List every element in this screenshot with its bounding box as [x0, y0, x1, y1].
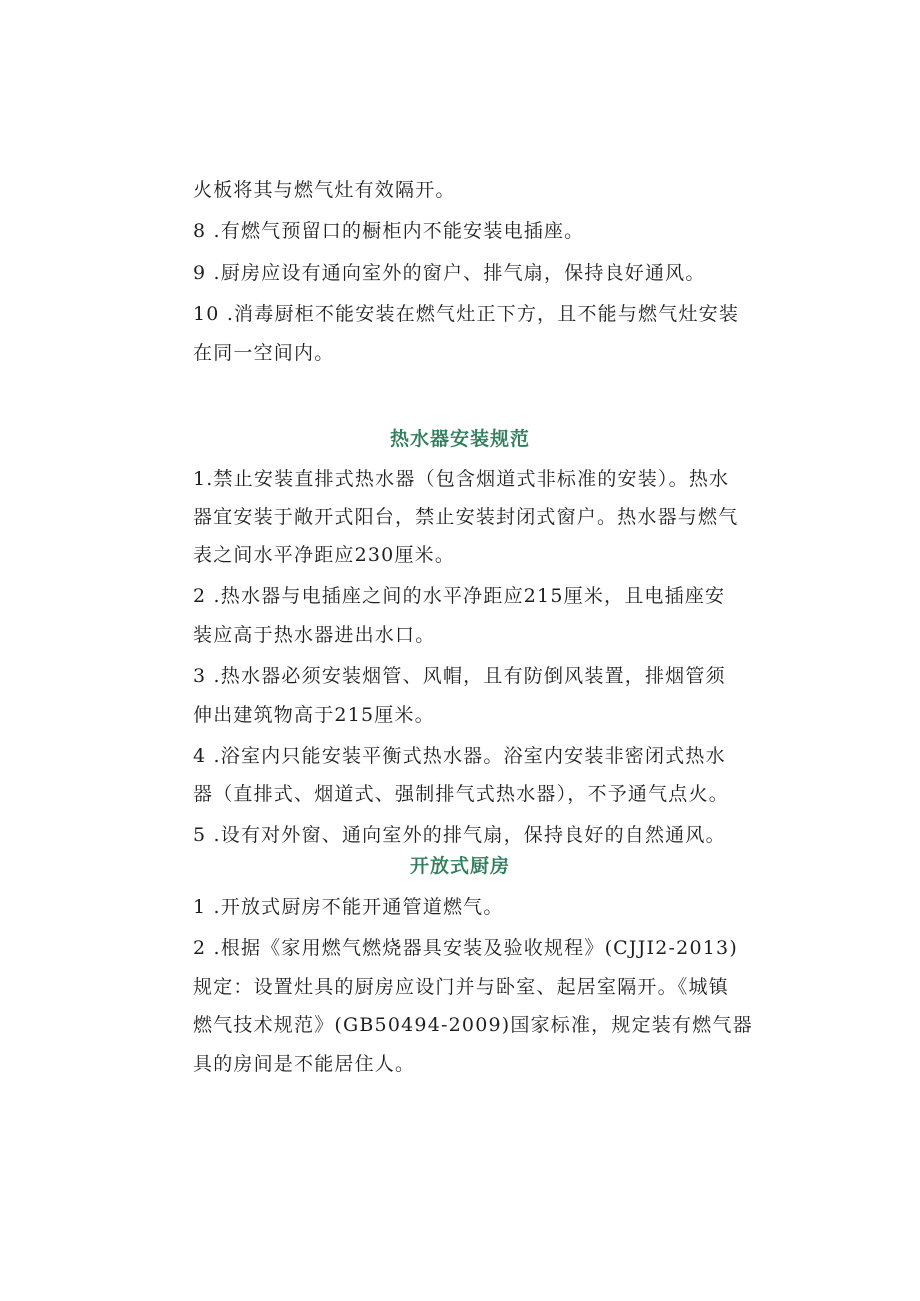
section-title-open-kitchen: 开放式厨房 [409, 855, 510, 877]
list-item-1-cont: 器宜安装于敞开式阳台，禁止安装封闭式窗户。热水器与燃气 [193, 506, 739, 528]
list-item-3-cont: 伸出建筑物高于215厘米。 [193, 704, 435, 726]
list-item-2: 2 .根据《家用燃气燃烧器具安装及验收规程》(CJJI2-2013) [193, 937, 738, 959]
list-item-2-cont: 规定：设置灶具的厨房应设门并与卧室、起居室隔开。《城镇 [193, 976, 729, 998]
list-item-4-cont: 器（直排式、烟道式、强制排气式热水器），不予通气点火。 [193, 783, 729, 805]
list-item-1-cont: 表之间水平净距应230厘米。 [193, 544, 456, 566]
list-item-1: 1.禁止安装直排式热水器（包含烟道式非标准的安装）。热水 [193, 468, 730, 490]
list-item-9: 9 .厨房应设有通向室外的窗户、排气扇，保持良好通风。 [193, 262, 706, 284]
paragraph-line: 火板将其与燃气灶有效隔开。 [193, 179, 456, 201]
list-item-2-cont: 具的房间是不能居住人。 [193, 1053, 416, 1075]
list-item-2-cont: 装应高于热水器进出水口。 [193, 624, 436, 646]
list-item-5: 5 .设有对外窗、通向室外的排气扇，保持良好的自然通风。 [193, 824, 726, 846]
list-item-10: 10 .消毒厨柜不能安装在燃气灶正下方，且不能与燃气灶安装 [193, 303, 740, 325]
list-item-1: 1 .开放式厨房不能开通管道燃气。 [193, 896, 504, 918]
section-title-water-heater: 热水器安装规范 [389, 428, 530, 450]
list-item-2-cont: 燃气技术规范》(GB50494-2009)国家标准，规定装有燃气器 [193, 1014, 753, 1036]
list-item-8: 8 .有燃气预留口的橱柜内不能安装电插座。 [193, 220, 585, 242]
list-item-3: 3 .热水器必须安装烟管、风帽，且有防倒风装置，排烟管须 [193, 665, 726, 687]
list-item-2: 2 .热水器与电插座之间的水平净距应215厘米，且电插座安 [193, 585, 726, 607]
list-item-4: 4 .浴室内只能安装平衡式热水器。浴室内安装非密闭式热水 [193, 745, 726, 767]
list-item-10-cont: 在同一空间内。 [193, 342, 335, 364]
